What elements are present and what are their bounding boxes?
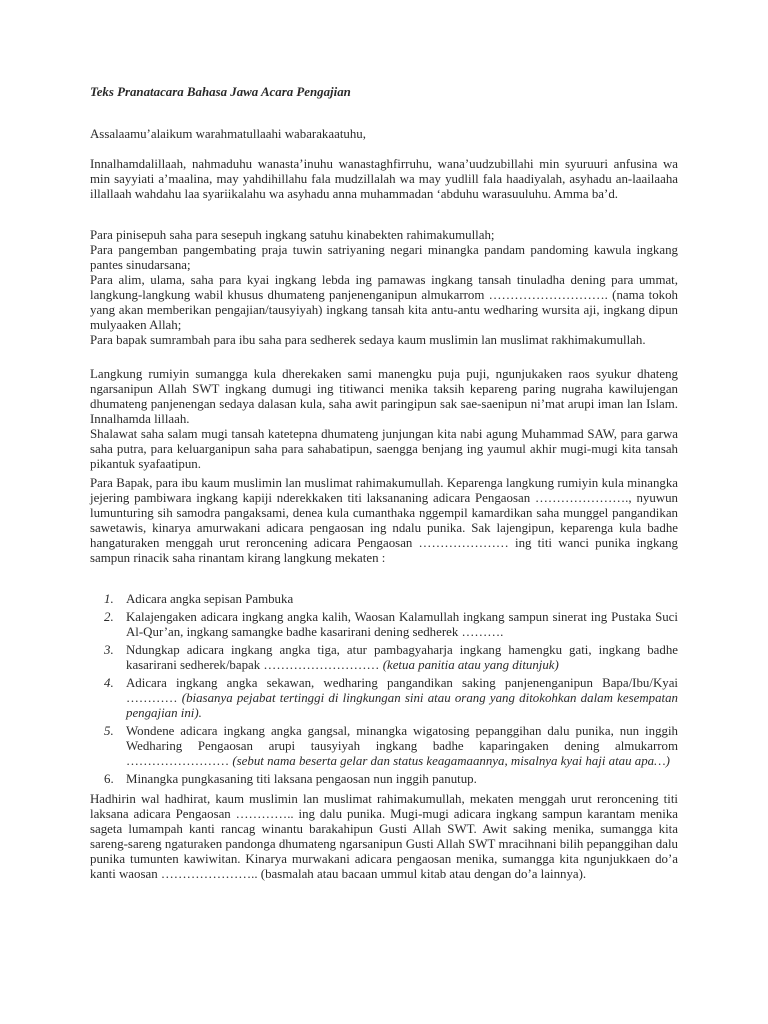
honorific-line: Para bapak sumrambah para ibu saha para sedherek sedaya kaum muslimin lan muslimat rakhimakumullah.	[90, 333, 646, 347]
list-item	[90, 772, 678, 787]
gratitude-line: Langkung rumiyin sumangga kula dherekaken sami manengku puja puji, ngunjukaken raos syukur dhateng ngarsanipun Allah SWT ingkang dumugi ing titiwanci menika taksih kepareng paring nugraha kawilujengan dhumateng panjenengan sedaya dalasan kula, saha awit paringipun sak sae-saenipun ni’mat arupi iman lan Islam. Innalhamda lillaah.	[90, 367, 678, 426]
document-title: Teks Pranatacara Bahasa Jawa Acara Pengajian	[90, 85, 351, 99]
gratitude-line: Shalawat saha salam mugi tansah katetepna dhumateng junjungan kita nabi agung Muhammad SAW, para garwa saha putra, para keluarganipun saha para sahabatipun, saengga benjang ing yaumul akhir mugi-mugi kita tansah pikantuk syafaatipun.	[90, 427, 678, 471]
list-number: 4.	[104, 676, 114, 690]
honorifics-paragraph	[90, 228, 678, 348]
intro-paragraph	[90, 476, 678, 566]
greeting: Assalaamu’alaikum warahmatullaahi wabarakaatuhu,	[90, 127, 366, 141]
honorific-line: Para pangemban pangembating praja tuwin satriyaning negari minangka pandam pandoming kawula ingkang pantes sinudarsana;	[90, 243, 678, 272]
list-item	[90, 592, 678, 607]
list-number: 3.	[104, 643, 114, 657]
list-number: 2.	[104, 610, 114, 624]
agenda-list	[90, 592, 678, 787]
list-note: (ketua panitia atau yang ditunjuk)	[382, 658, 559, 672]
intro-text: Para Bapak, para ibu kaum muslimin lan muslimat rahimakumullah. Keparenga langkung rumiyin kula minangka jejering pambiwara ingkang kapiji nderekkaken titi laksananing adicara Pengaosan …………………., nyuwun lumunturing sih samodra pangaksami, denea kula cumanthaka nggempil kamardikan saha munggel pangandikan sawetawis, kinarya amurwakani adicara pengaosan ing ndalu punika. Sak lajengipun, keparenga kula badhe hangaturaken menggah urut reroncening adicara Pengaosan ………………… ing titi wanci punika ingkang sampun rinacik saha rinantam kirang langkung mekaten :	[90, 476, 678, 565]
list-note: (biasanya pejabat tertinggi di lingkungan sini atau orang yang ditokohkan dalam kesempatan pengajian ini).	[126, 691, 678, 720]
list-number: 1.	[104, 592, 114, 606]
document-page	[90, 0, 678, 1024]
closing-text: Hadhirin wal hadhirat, kaum muslimin lan muslimat rahimakumullah, mekaten menggah urut reroncening titi laksana adicara Pengaosan ………….. ing dalu punika. Mugi-mugi adicara ingkang sampun karantam menika sageta lumampah kanti rancag winantu barakahipun Gusti Allah SWT. Awit saking menika, sumangga kita sareng-sareng ngaturaken pandonga dhumateng ngarsanipun Gusti Allah SWT mracihnani bilih pepanggihan dalu punika tumunten kawiwitan. Kinarya murwakani adicara pengaosan menika, sumangga kita ngunjukkaen do’a kanti waosan ………………….. (basmalah atau bacaan ummul kitab atau dengan do’a lainnya).	[90, 792, 678, 881]
list-item	[90, 724, 678, 769]
honorific-line: Para pinisepuh saha para sesepuh ingkang satuhu kinabekten rahimakumullah;	[90, 228, 495, 242]
list-text: Ndungkap adicara ingkang angka tiga, atur pambagyaharja ingkang hamengku gati, ingkang badhe kasarirani sedherek/bapak ………………………	[126, 643, 678, 672]
list-item	[90, 676, 678, 721]
list-number: 6.	[104, 772, 114, 786]
list-text: Minangka pungkasaning titi laksana pengaosan nun inggih panutup.	[126, 772, 477, 786]
list-text: Adicara angka sepisan Pambuka	[126, 592, 294, 606]
opening-text: Innalhamdalillaah, nahmaduhu wanasta’inuhu wanastaghfirruhu, wana’uudzubillahi min syuruuri anfusina wa min sayyiati a’maalina, may yahdihillahu fala mudzillalah wa may yudlill fala haadiyalah, asyhadu an-laailaaha illallaah wahdahu laa syariikalahu wa asyhadu anna muhammadan ‘abduhu warasuuluhu. Amma ba’d.	[90, 157, 678, 201]
list-item	[90, 643, 678, 673]
list-text: Adicara ingkang angka sekawan, wedharing pangandikan saking panjenenganipun Bapa/Ibu/Kyai …………	[126, 676, 678, 705]
list-text: Wondene adicara ingkang angka gangsal, minangka wigatosing pepanggihan dalu punika, nun inggih Wedharing Pengaosan arupi tausyiyah ingkang badhe kaparingaken dening almukarrom ……………………	[126, 724, 678, 768]
list-item	[90, 610, 678, 640]
list-note: (sebut nama beserta gelar dan status keagamaannya, misalnya kyai haji atau apa…)	[232, 754, 670, 768]
list-text: Kalajengaken adicara ingkang angka kalih, Waosan Kalamullah ingkang sampun sinerat ing Pustaka Suci Al-Qur’an, ingkang samangke badhe kasarirani dening sedherek ……….	[126, 610, 678, 639]
gratitude-paragraph	[90, 367, 678, 472]
list-number: 5.	[104, 724, 114, 738]
opening-paragraph	[90, 157, 678, 202]
closing-paragraph	[90, 792, 678, 882]
honorific-line: Para alim, ulama, saha para kyai ingkang lebda ing pamawas ingkang tansah tinuladha dening para ummat, langkung-langkung wabil khusus dhumateng panjenenganipun almukarrom ………………………. (nama tokoh yang akan memberikan pengajian/tausyiyah) ingkang tansah kita antu-antu wedharing wursita aji, ingkang dipun mulyaaken Allah;	[90, 273, 678, 332]
